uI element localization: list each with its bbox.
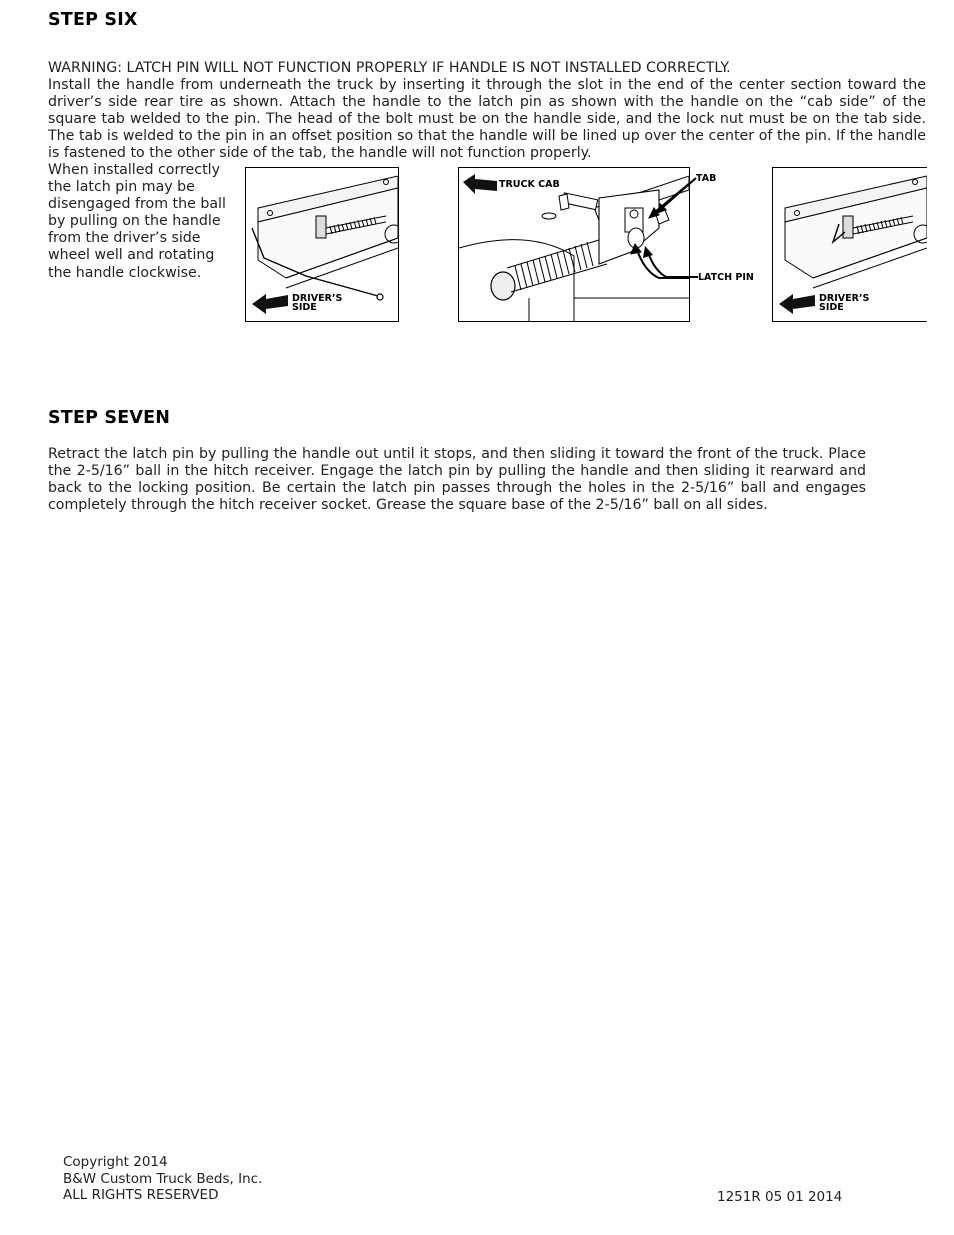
warning-text: WARNING: LATCH PIN WILL NOT FUNCTION PROPERLY IF HANDLE IS NOT INSTALLED CORRECTLY.	[48, 60, 731, 76]
step-six-heading: STEP SIX	[48, 10, 138, 30]
callout-arrows	[640, 170, 700, 280]
company-line: B&W Custom Truck Beds, Inc.	[63, 1170, 263, 1187]
step-seven-body: Retract the latch pin by pulling the handle out until it stops, and then sliding it toward the front of the truck. Place the 2-5/16” ball in the hitch receiver. Engage the latch pin by pulling the handle and then sliding it rearward and back to the locking position. Be certain the latch pin passes through the holes in the 2-5/16” ball and engages completely through the hitch receiver socket. Grease the square base of the 2-5/16” ball on all sides.	[48, 446, 866, 514]
document-number: 1251R 05 01 2014	[717, 1189, 843, 1205]
step-seven-heading: STEP SEVEN	[48, 408, 171, 428]
rights-line: ALL RIGHTS RESERVED	[63, 1187, 219, 1203]
figure-handle-right	[772, 167, 927, 322]
step-six-side-note: When installed correctly the latch pin may be disengaged from the ball by pulling on the handle from the driver’s side wheel well and rotating the handle clockwise.	[48, 162, 226, 281]
drivers-side-label-left: DRIVER’S SIDE	[292, 293, 343, 313]
footer-copyright	[63, 1154, 262, 1204]
step-six-body: Install the handle from underneath the truck by inserting it through the slot in the end of the center section toward the driver’s side rear tire as shown. Attach the handle to the latch pin as shown with the handle on the “cab side” of the square tab welded to the pin. The head of the bolt must be on the handle side, and the lock nut must be on the tab side. The tab is welded to the pin in an offset position so that the handle will be lined up over the center of the pin. If the handle is fastened to the other side of the tab, the handle will not function properly.	[48, 77, 926, 162]
figure-handle-left	[245, 167, 399, 322]
copyright-line: Copyright 2014	[63, 1154, 168, 1170]
latch-pin-label: LATCH PIN	[698, 272, 754, 283]
drivers-side-label-right: DRIVER’S SIDE	[819, 293, 870, 313]
truck-cab-label: TRUCK CAB	[499, 179, 560, 190]
tab-label: TAB	[696, 173, 717, 184]
